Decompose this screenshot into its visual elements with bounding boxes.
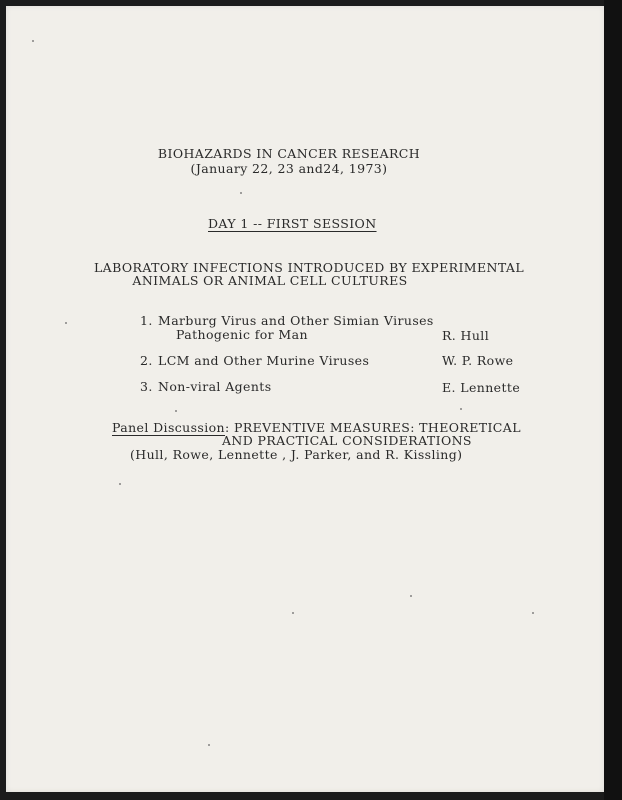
agenda-item-number: 1. [140, 313, 153, 328]
scan-speck [65, 322, 67, 324]
agenda-item-title: Marburg Virus and Other Simian Viruses [158, 313, 434, 328]
scan-speck [460, 408, 462, 410]
document-dates: (January 22, 23 and24, 1973) [190, 161, 388, 176]
scan-speck [410, 595, 412, 597]
agenda-item-speaker: W. P. Rowe [442, 353, 514, 368]
panel-topic: PREVENTIVE MEASURES: THEORETICAL [234, 420, 521, 435]
scan-speck [240, 192, 242, 194]
panel-label: Panel Discussion [112, 420, 226, 435]
session-heading: DAY 1 -- FIRST SESSION [208, 216, 377, 231]
panel-participants: (Hull, Rowe, Lennette , J. Parker, and R. Kissling) [130, 447, 463, 462]
scan-speck [175, 410, 177, 412]
session-topic-line2: ANIMALS OR ANIMAL CELL CULTURES [132, 273, 408, 288]
session-topic-line1: LABORATORY INFECTIONS INTRODUCED BY EXPERIMENTAL [93, 260, 525, 275]
scan-speck [532, 612, 534, 614]
scan-border [604, 0, 622, 800]
scan-speck [208, 744, 210, 746]
panel-topic-continued: AND PRACTICAL CONSIDERATIONS [222, 433, 472, 448]
document-title: BIOHAZARDS IN CANCER RESEARCH [157, 146, 421, 161]
agenda-item-title: Non-viral Agents [158, 379, 272, 394]
panel-label-colon: : [225, 420, 230, 435]
document-page [6, 6, 604, 792]
agenda-item-speaker: R. Hull [442, 328, 490, 343]
scan-speck [119, 483, 121, 485]
agenda-item-title-continued: Pathogenic for Man [176, 327, 308, 342]
agenda-item-number: 3. [140, 379, 153, 394]
agenda-item-number: 2. [140, 353, 153, 368]
agenda-item-title: LCM and Other Murine Viruses [158, 353, 370, 368]
scan-speck [32, 40, 34, 42]
agenda-item-speaker: E. Lennette [442, 380, 521, 395]
scan-speck [292, 612, 294, 614]
